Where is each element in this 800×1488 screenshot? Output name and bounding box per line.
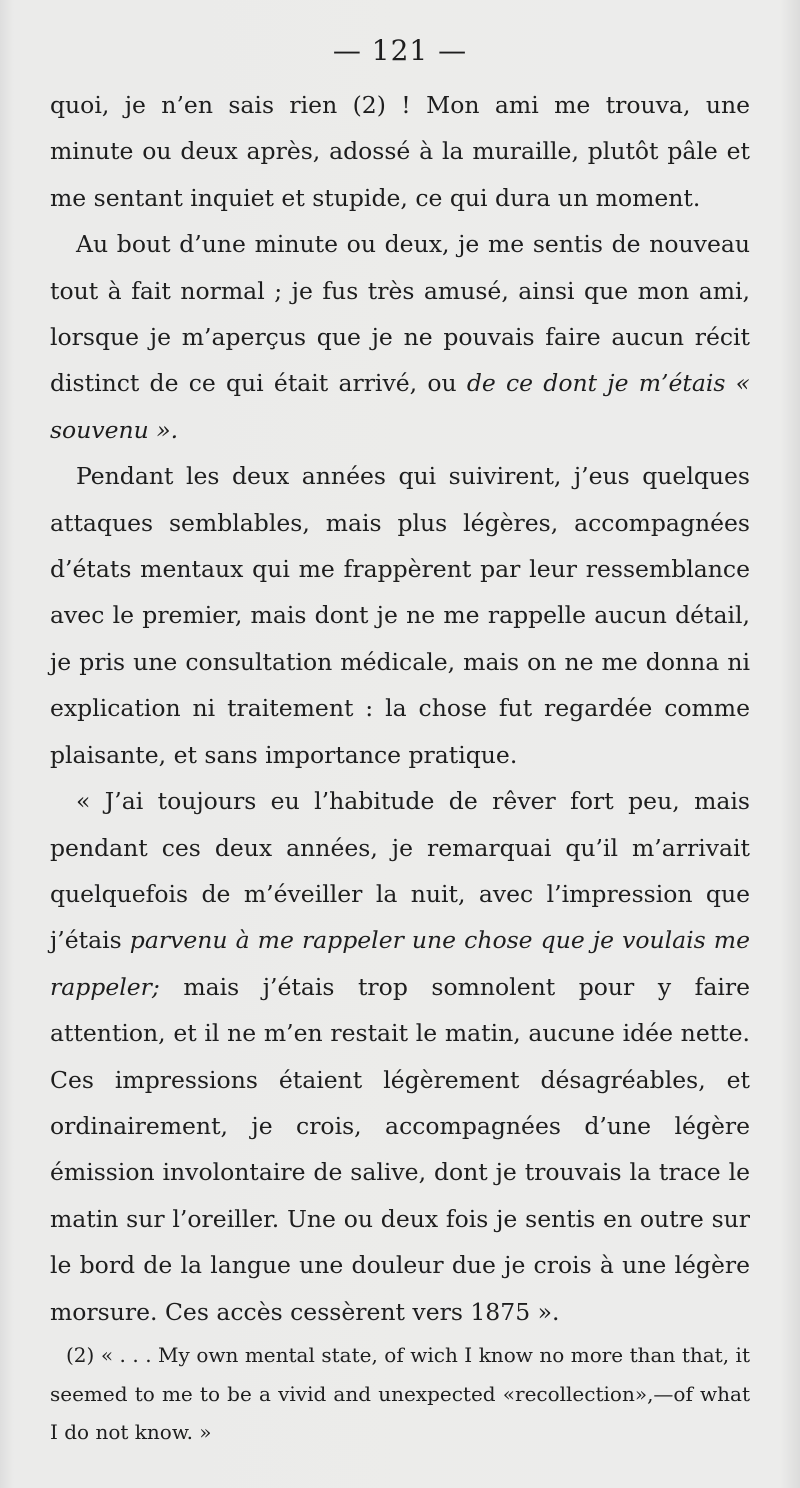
footnote: (2) « . . . My own mental state, of wich I know no more than that, it seemed to me to be a vivid and unexpected «recollection»,—of what I do not know. »	[50, 1343, 750, 1444]
paragraph-deux-annees: Pendant les deux années qui suivirent, j’eus quelques attaques semblables, mais plus légères, accompagnées d’états mentaux qui me frappèrent par leur ressemblance avec le premier, mais dont je ne me rappelle aucun détail, je pris une consultation médicale, mais on ne me donna ni explication ni traitement : la chose fut regardée comme plaisante, et sans importance pratique.	[50, 462, 750, 769]
paragraph-continuation: quoi, je n’en sais rien (2) ! Mon ami me trouva, une minute ou deux après, adossé à la muraille, plutôt pâle et me sentant inquiet et stupide, ce qui dura un moment.	[50, 91, 750, 212]
italic-quote-souvenu: de ce dont je m’étais « souvenu ».	[50, 369, 751, 444]
page-number: — 121 —	[332, 34, 468, 67]
body-text	[50, 82, 750, 1335]
paragraph-bout-d-une-minute	[50, 221, 750, 453]
paragraph-text: « J’ai toujours eu l’habitude de rêver fort peu, mais pendant ces deux années, je remarquai qu’il m’arrivait quelquefois de m’éveiller la nuit, avec l’impression que j’étais	[50, 787, 750, 955]
italic-phrase-rappeler: parvenu à me rappeler une chose que je voulais me rappeler;	[50, 926, 750, 1001]
paragraph-rever	[50, 778, 750, 1335]
paragraph-text: mais j’étais trop somnolent pour y faire attention, et il ne m’en restait le matin, aucune idée nette. Ces impressions étaient légèrement désagréables, et ordinairement, je crois, accompagnées d’une légère émission involontaire de salive, dont je trouvais la trace le matin sur l’oreiller. Une ou deux fois je sentis en outre sur le bord de la langue une douleur due je crois à une légère morsure. Ces accès cessèrent vers 1875 ».	[50, 972, 750, 1326]
paragraph-text: Au bout d’une minute ou deux, je me sentis de nouveau tout à fait normal ; je fus très amusé, ainsi que mon ami, lorsque je m’aperçus que je ne pouvais faire aucun récit distinct de ce qui était arrivé, ou	[50, 230, 750, 398]
